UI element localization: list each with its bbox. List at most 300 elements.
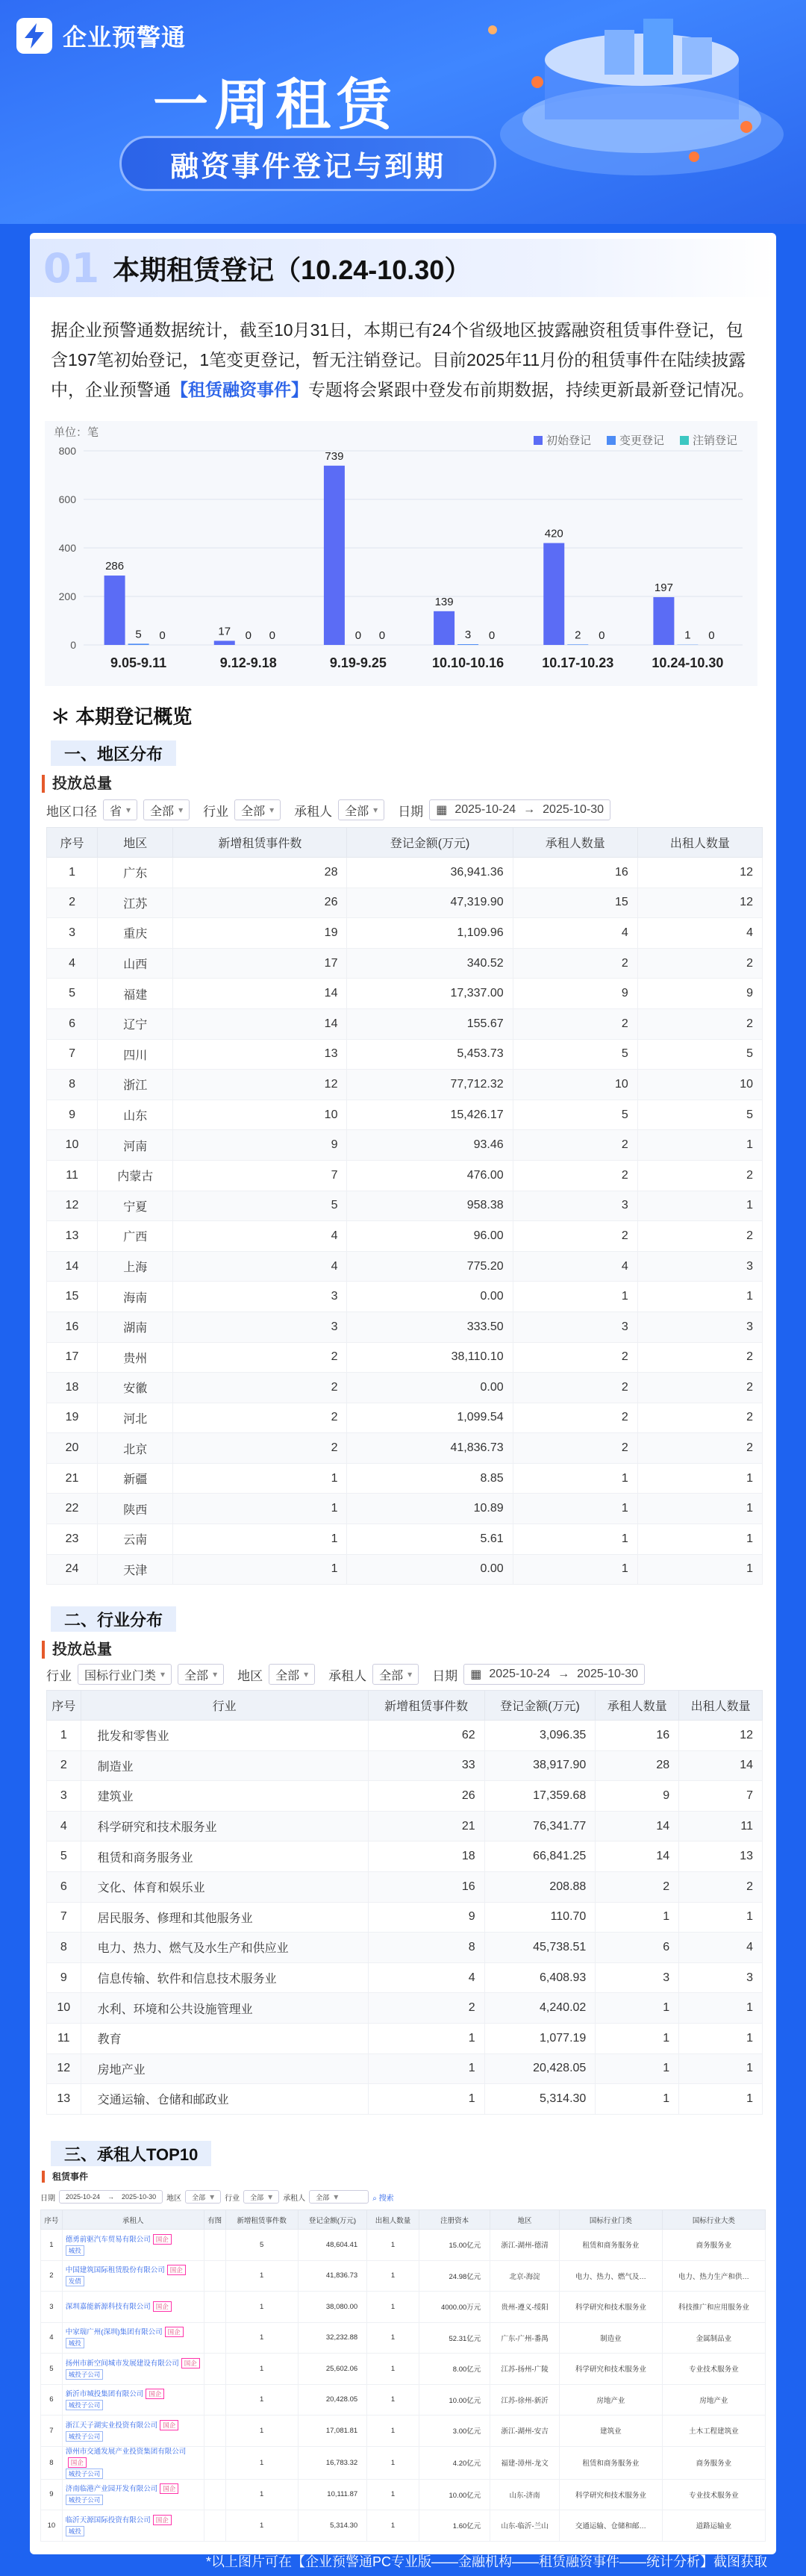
banner-decoration-3d-platform [448,15,799,179]
table-cell[interactable]: 2 [513,1160,637,1191]
table-row [47,979,763,1009]
table-cell: 道路运输业 [662,2510,765,2542]
table-cell[interactable]: 4 [173,1221,347,1252]
table-cell: 1 [225,2354,298,2385]
table-cell[interactable]: 1 [513,1282,637,1312]
table-cell: 2 [47,888,98,918]
table-cell[interactable]: 4 [637,918,762,949]
table-cell[interactable]: 2 [637,1160,762,1191]
column-header[interactable]: 登记金额(万元) [298,2210,367,2230]
table-cell[interactable]: 福建 [98,979,173,1009]
table-cell: 1 [367,2260,419,2292]
data-label: 2 [575,629,581,642]
table-cell[interactable]: 1 [637,1463,762,1494]
industry-table [46,1690,763,2115]
lessee-name-link[interactable]: 中国建筑国际租赁股份有限公司 国企 [66,2265,204,2276]
table-cell[interactable]: 4 [513,918,637,949]
table-cell[interactable]: 7 [679,1781,763,1812]
table-cell: 17,081.81 [298,2416,367,2447]
table-cell[interactable]: 1 [637,1130,762,1161]
column-header[interactable]: 承租人数量 [513,828,637,858]
table-cell[interactable]: 1 [513,1494,637,1524]
table-cell[interactable]: 2 [173,1403,347,1433]
table-cell: 7 [47,1902,81,1933]
state-owned-badge: 国企 [153,2515,172,2525]
table-cell[interactable]: 21 [368,1811,484,1841]
table-cell: 25,602.06 [298,2354,367,2385]
table-cell[interactable]: 7 [173,1160,347,1191]
table-cell[interactable]: 2 [637,1433,762,1464]
table-cell[interactable]: 9 [513,979,637,1009]
lessee-name-link[interactable]: 深圳嘉能新源科技有限公司 国企 [66,2301,204,2313]
table-cell: 24.98亿元 [419,2260,490,2292]
table-cell[interactable]: 5 [637,1100,762,1130]
bar-初始登记 [434,611,454,645]
table-row [47,1160,763,1191]
table-cell[interactable]: 2 [513,948,637,979]
bar-变更登记 [567,644,588,645]
lessee-name-link[interactable]: 漳州市交通发展产业投资集团有限公司国企 [65,2447,187,2466]
table-cell[interactable]: 2 [637,1403,762,1433]
table-cell[interactable]: 1 [596,1902,679,1933]
column-header[interactable]: 行业 [81,1691,368,1721]
table-cell[interactable]: 12 [637,858,762,888]
data-label: 0 [269,629,275,642]
column-header[interactable]: 新增租赁事件数 [173,828,347,858]
table-cell: 10,111.87 [298,2479,367,2510]
table-cell[interactable]: 2 [368,1993,484,2024]
table-cell: 1 [41,2230,63,2261]
table-cell: 5 [47,1841,81,1872]
table-cell [204,2322,225,2354]
table-cell: 科学研究和技术服务业 [559,2479,662,2510]
table-cell[interactable]: 12 [637,888,762,918]
table-cell[interactable]: 4 [368,1962,484,1993]
table-cell[interactable]: 北京 [98,1433,173,1464]
table-cell[interactable]: 1 [637,1554,762,1585]
table-cell: 1 [225,2384,298,2416]
table-cell[interactable]: 26 [368,1781,484,1812]
table-cell[interactable]: 14 [173,979,347,1009]
table-cell: 1 [47,858,98,888]
table-cell: 52.31亿元 [419,2322,490,2354]
table-cell[interactable]: 内蒙古 [98,1160,173,1191]
region-select[interactable]: 全部 ▾ [185,2190,221,2204]
column-header[interactable]: 国标行业大类 [662,2210,765,2230]
table-cell: 9 [47,1100,98,1130]
table-row [47,1403,763,1433]
tag-badge: 城投子公司 [66,2495,104,2505]
table-cell[interactable]: 2 [513,1403,637,1433]
table-cell[interactable]: 1 [637,1191,762,1221]
table-cell[interactable]: 四川 [98,1039,173,1070]
table-cell: 批发和零售业 [81,1721,368,1751]
lessee-name-link[interactable]: 新沂市城投集团有限公司 国企 [66,2389,204,2400]
table-cell[interactable]: 1 [173,1463,347,1494]
table-row [47,1251,763,1282]
bar-初始登记 [543,543,564,646]
table-cell: 2 [47,1750,81,1781]
table-cell[interactable]: 14 [596,1841,679,1872]
table-cell[interactable]: 上海 [98,1251,173,1282]
state-owned-badge: 国企 [160,2483,178,2494]
data-label: 420 [544,527,563,540]
table-row [47,2053,763,2084]
table-cell: 1 [367,2510,419,2542]
table-cell [204,2384,225,2416]
table-cell[interactable]: 1 [513,1463,637,1494]
date-range-picker[interactable] [59,2190,163,2204]
table-cell[interactable]: 宁夏 [98,1191,173,1221]
table-row [47,948,763,979]
bar-初始登记 [653,597,674,645]
table-cell: 66,841.25 [484,1841,596,1872]
data-label: 0 [378,629,386,642]
filter-label-date: 日期 [40,2194,55,2203]
table-cell[interactable]: 广西 [98,1221,173,1252]
table-cell[interactable]: 2 [513,1342,637,1373]
table-row [41,2260,766,2292]
table-row [47,1221,763,1252]
table-cell: 110.70 [484,1902,596,1933]
table-cell[interactable]: 18 [368,1841,484,1872]
table-cell[interactable]: 26 [173,888,347,918]
column-header[interactable]: 登记金额(万元) [347,828,513,858]
table-cell: 1 [225,2446,298,2479]
column-header[interactable]: 出租人数量 [637,828,762,858]
table-row [41,2446,766,2479]
table-cell: 16 [47,1312,98,1342]
table-cell: 5.61 [347,1524,513,1555]
table-cell[interactable]: 14 [173,1008,347,1039]
table-cell[interactable]: 6 [596,1933,679,1963]
table-cell[interactable]: 1 [173,1494,347,1524]
table-cell: 1 [367,2292,419,2323]
column-header[interactable]: 出租人数量 [367,2210,419,2230]
table-cell[interactable]: 1 [679,1902,763,1933]
lessee-name-link[interactable]: 扬州市新空间城市发展建设有限公司 国企 [66,2358,204,2369]
table-cell: 建筑业 [81,1781,368,1812]
table-cell[interactable]: 河南 [98,1130,173,1161]
industry-select[interactable]: 全部 ▾ [234,799,281,820]
lessee-name-link[interactable]: 德勇前驱汽车贸易有限公司 国企 [66,2234,204,2245]
table-cell[interactable]: 云南 [98,1524,173,1555]
table-cell[interactable]: 1 [679,2023,763,2053]
table-cell[interactable]: 19 [173,918,347,949]
chart-svg [45,421,757,686]
industry-select[interactable]: 全部 ▾ [178,1664,224,1685]
table-cell[interactable]: 5 [513,1100,637,1130]
table-cell[interactable]: 17 [173,948,347,979]
table-cell[interactable]: 1 [679,2084,763,2115]
table-cell[interactable]: 15 [513,888,637,918]
legend-label[interactable]: 初始登记 [546,434,592,447]
table-cell: 商务服务业 [662,2230,765,2261]
table-cell[interactable]: 3 [173,1312,347,1342]
table-cell[interactable]: 3 [513,1191,637,1221]
table-cell[interactable]: 2 [513,1373,637,1403]
filter-label-lessee: 承租人 [283,2194,306,2203]
table-cell[interactable]: 2 [637,1373,762,1403]
table-cell[interactable]: 2 [637,1342,762,1373]
table-cell: 10 [41,2510,63,2542]
region-table [46,827,763,1585]
table-cell [204,2446,225,2479]
table-cell[interactable]: 2 [513,1130,637,1161]
lessee-name-link[interactable]: 济南临港产业园开发有限公司 国企 [66,2483,204,2495]
region-select[interactable]: 全部 ▾ [269,1664,315,1685]
table-cell[interactable]: 天津 [98,1554,173,1585]
table-cell[interactable]: 3 [637,1312,762,1342]
table-cell[interactable]: 江苏 [98,888,173,918]
table-cell[interactable]: 湖南 [98,1312,173,1342]
table-row [47,1902,763,1933]
table-cell: 9 [41,2479,63,2510]
table-cell[interactable]: 16 [513,858,637,888]
column-header[interactable]: 新增租赁事件数 [368,1691,484,1721]
table-cell: 浙江-湖州-安吉 [490,2416,560,2447]
industry-total-label: 投放总量 [42,1641,112,1659]
table-cell[interactable]: 辽宁 [98,1008,173,1039]
table-cell[interactable]: 2 [173,1433,347,1464]
date-range-picker[interactable] [463,1664,645,1685]
table-cell[interactable]: 8 [368,1933,484,1963]
table-cell: 0.00 [347,1554,513,1585]
table-cell[interactable]: 2 [513,1433,637,1464]
table-cell: 制造业 [559,2322,662,2354]
table-cell: 8.85 [347,1463,513,1494]
state-owned-badge: 国企 [146,2389,164,2399]
lessee-select[interactable]: 全部 ▾ [338,799,384,820]
table-cell[interactable]: 山西 [98,948,173,979]
table-cell[interactable]: 2 [637,1221,762,1252]
table-cell[interactable]: 9 [368,1902,484,1933]
legend-label[interactable]: 变更登记 [619,434,665,447]
column-header[interactable]: 新增租赁事件数 [225,2210,298,2230]
filter-label-industry: 行业 [46,1668,72,1683]
table-cell[interactable]: 16 [368,1871,484,1902]
table-cell[interactable]: 9 [596,1781,679,1812]
table-cell: 20,428.05 [298,2384,367,2416]
lessee-name-link[interactable]: 中家瑞广州(深圳)集团有限公司 国企 [66,2327,204,2338]
industry-filter-bar [46,1662,763,1687]
table-cell: 电力、热力生产和供… [662,2260,765,2292]
bar-初始登记 [214,640,235,645]
table-row [47,1342,763,1373]
table-cell[interactable]: 1 [368,2023,484,2053]
table-cell[interactable]: 28 [596,1750,679,1781]
table-cell[interactable]: 重庆 [98,918,173,949]
industry-type-select[interactable]: 国标行业门类 ▾ [78,1664,172,1685]
table-cell: 7 [41,2416,63,2447]
table-cell[interactable]: 3 [637,1251,762,1282]
table-cell[interactable]: 1 [679,1993,763,2024]
table-cell: 租赁和商务服务业 [81,1841,368,1872]
column-header[interactable]: 序号 [47,828,98,858]
table-cell[interactable]: 4 [513,1251,637,1282]
table-cell[interactable]: 28 [173,858,347,888]
table-row [47,1524,763,1555]
table-cell: 958.38 [347,1191,513,1221]
data-label: 739 [325,449,344,463]
table-cell[interactable]: 1 [173,1524,347,1555]
table-cell[interactable]: 河北 [98,1403,173,1433]
table-cell[interactable]: 广东 [98,858,173,888]
legend-label[interactable]: 注销登记 [693,434,738,447]
table-cell[interactable]: 33 [368,1750,484,1781]
table-cell[interactable]: 1 [596,2084,679,2115]
table-cell[interactable]: 13 [173,1039,347,1070]
table-cell[interactable]: 1 [368,2053,484,2084]
region-select[interactable]: 全部 ▾ [143,799,190,820]
lessee-name-link[interactable]: 浙江天子湖实业投资有限公司 国企 [66,2420,204,2431]
table-cell[interactable]: 海南 [98,1282,173,1312]
table-cell: 金属制品业 [662,2322,765,2354]
legend-swatch [680,436,689,445]
column-header[interactable]: 国标行业门类 [559,2210,662,2230]
table-cell[interactable]: 2 [173,1373,347,1403]
table-cell[interactable]: 2 [637,1008,762,1039]
table-cell: 208.88 [484,1871,596,1902]
date-start: 2025-10-24 [489,1668,551,1680]
table-cell[interactable]: 14 [596,1811,679,1841]
data-label: 139 [434,595,454,608]
table-cell[interactable]: 2 [679,1871,763,1902]
table-cell[interactable]: 12 [173,1070,347,1100]
table-cell[interactable]: 山东 [98,1100,173,1130]
column-header[interactable]: 地区 [98,828,173,858]
table-cell[interactable]: 1 [596,1993,679,2024]
table-cell[interactable]: 新疆 [98,1463,173,1494]
table-cell[interactable]: 9 [173,1130,347,1161]
table-cell[interactable]: 2 [173,1342,347,1373]
table-row [47,1312,763,1342]
industry-select[interactable]: 全部 ▾ [243,2190,279,2204]
column-header[interactable]: 有图 [204,2210,225,2230]
legend-swatch [534,436,543,445]
column-header[interactable]: 地区 [490,2210,560,2230]
table-cell[interactable]: 2 [513,1008,637,1039]
data-label: 286 [105,560,125,573]
table-cell: 41,836.73 [347,1433,513,1464]
table-cell[interactable]: 2 [596,1871,679,1902]
table-cell[interactable]: 安徽 [98,1373,173,1403]
table-cell[interactable]: 13 [679,1841,763,1872]
table-cell[interactable]: 12 [679,1721,763,1751]
table-cell[interactable]: 2 [513,1221,637,1252]
table-cell[interactable]: 1 [173,1554,347,1585]
data-label: 0 [488,629,496,642]
table-cell[interactable]: 62 [368,1721,484,1751]
bar-初始登记 [324,466,345,645]
data-label: 1 [684,629,691,642]
table-cell: 10.00亿元 [419,2384,490,2416]
table-row [47,888,763,918]
lessee-select[interactable]: 全部 ▾ [372,1664,419,1685]
column-header[interactable]: 出租人数量 [679,1691,763,1721]
table-cell[interactable]: 贵州 [98,1342,173,1373]
table-cell: 专业技术服务业 [662,2354,765,2385]
table-cell: 1 [367,2322,419,2354]
table-cell[interactable]: 16 [596,1721,679,1751]
column-header[interactable]: 登记金额(万元) [484,1691,596,1721]
column-header[interactable]: 承租人数量 [596,1691,679,1721]
search-button[interactable] [372,2192,393,2203]
table-cell[interactable]: 陕西 [98,1494,173,1524]
tag-badge: 城投子公司 [66,2431,104,2442]
column-header[interactable]: 序号 [41,2210,63,2230]
table-cell[interactable]: 5 [173,1191,347,1221]
table-cell[interactable]: 1 [368,2084,484,2115]
table-cell[interactable]: 3 [679,1962,763,1993]
lessee-select[interactable]: 全部 ▾ [309,2190,369,2204]
table-cell[interactable]: 10 [637,1070,762,1100]
table-cell[interactable]: 1 [637,1494,762,1524]
table-cell: 1,077.19 [484,2023,596,2053]
table-cell[interactable]: 1 [596,2053,679,2084]
table-cell: 1 [225,2416,298,2447]
footer-note: *以上图片可在【企业预警通PC专业版——金融机构——租赁融资事件——统计分析】截图获取 [205,2554,767,2569]
table-cell[interactable]: 4 [173,1251,347,1282]
table-row [47,1871,763,1902]
table-cell[interactable]: 1 [637,1282,762,1312]
table-cell[interactable]: 11 [679,1811,763,1841]
table-cell: 6 [47,1871,81,1902]
table-cell: 14 [47,1251,98,1282]
overview-heading: ＊ 本期登记概览 [51,705,193,728]
table-cell: 15.00亿元 [419,2230,490,2261]
table-cell: 6 [47,1008,98,1039]
table-cell[interactable]: 浙江 [98,1070,173,1100]
calendar-icon: ▦ [436,804,448,817]
table-cell[interactable]: 9 [637,979,762,1009]
table-cell: 1 [225,2322,298,2354]
table-cell[interactable]: 10 [513,1070,637,1100]
column-header[interactable]: 承租人 [62,2210,204,2230]
table-cell[interactable]: 5 [513,1039,637,1070]
column-header[interactable]: 序号 [47,1691,81,1721]
table-cell[interactable]: 1 [679,2053,763,2084]
table-cell[interactable]: 10 [173,1100,347,1130]
table-cell[interactable]: 2 [637,948,762,979]
table-row [47,1811,763,1841]
table-cell[interactable]: 4 [679,1933,763,1963]
table-cell[interactable]: 5 [637,1039,762,1070]
lessee-name-link[interactable]: 临沂天源国际投资有限公司 国企 [66,2515,204,2526]
tag-badge: 城投 [66,2526,84,2536]
table-cell [62,2384,204,2416]
table-cell[interactable]: 14 [679,1750,763,1781]
date-range-picker[interactable] [429,799,610,820]
leasing-events-link[interactable]: 【租赁融资事件】 [171,380,308,399]
table-cell: 10.00亿元 [419,2479,490,2510]
table-cell: 5,453.73 [347,1039,513,1070]
filter-label-region: 地区 [237,1668,263,1683]
table-cell[interactable]: 1 [513,1554,637,1585]
column-header[interactable]: 注册资本 [419,2210,490,2230]
table-cell[interactable]: 3 [513,1312,637,1342]
table-cell: 3 [47,1781,81,1812]
table-cell[interactable]: 1 [596,2023,679,2053]
table-cell[interactable]: 3 [173,1282,347,1312]
scope-select[interactable]: 省 ▾ [103,799,137,820]
table-cell[interactable]: 1 [513,1524,637,1555]
content-card [30,233,776,2554]
table-cell[interactable]: 1 [637,1524,762,1555]
table-cell: 333.50 [347,1312,513,1342]
table-cell: 1 [367,2384,419,2416]
table-cell[interactable]: 3 [596,1962,679,1993]
